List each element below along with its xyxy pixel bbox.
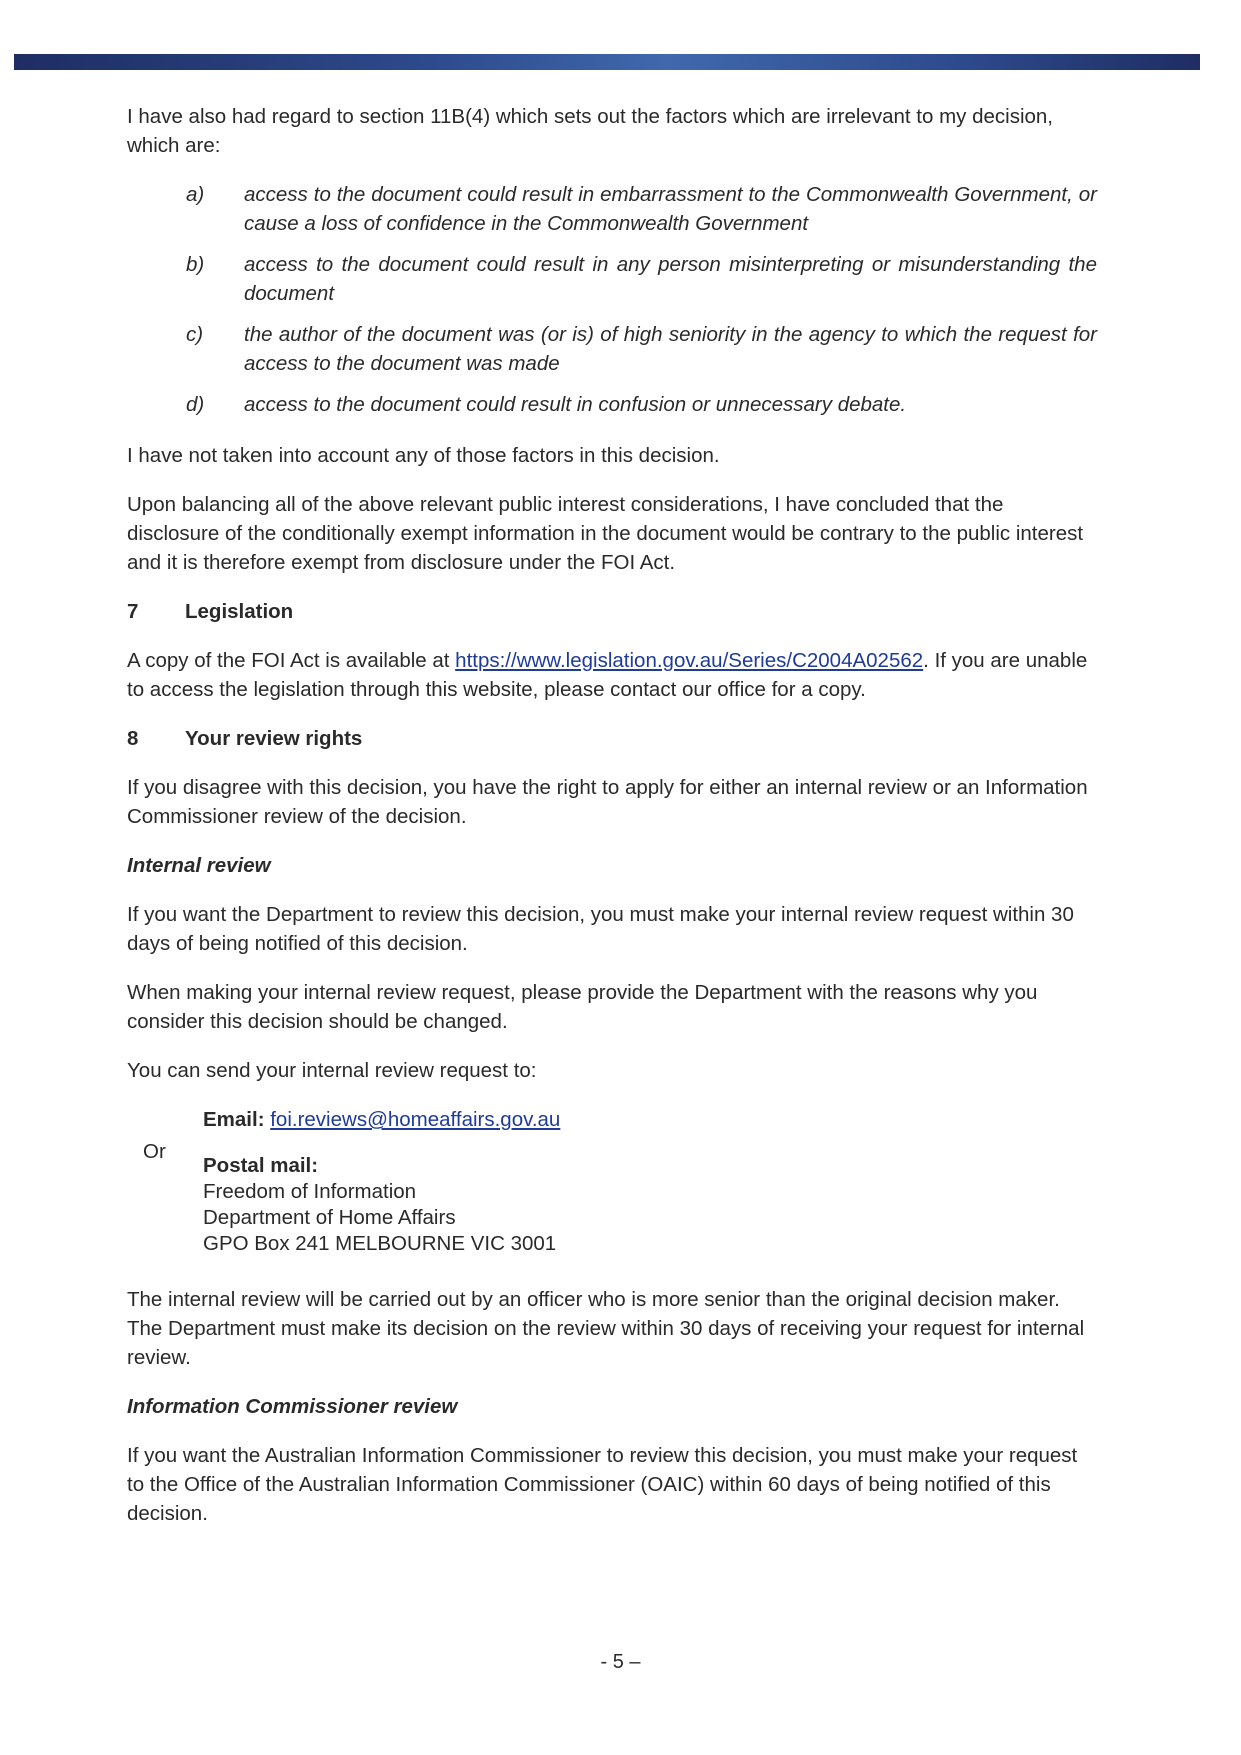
- section-number: 8: [127, 727, 139, 750]
- intro-paragraph: I have also had regard to section 11B(4) which sets out the factors which are irrelevant to my decision, which are:: [127, 105, 1054, 157]
- list-item-label: b): [186, 253, 205, 276]
- list-item-text: access to the document could result in confusion or unnecessary debate.: [244, 393, 907, 416]
- list-item-text: access to the document could result in any person misinterpreting or misunderstanding the document: [244, 253, 1097, 305]
- section-heading-review-rights: [127, 724, 1097, 753]
- legislation-link[interactable]: https://www.legislation.gov.au/Series/C2004A02562: [455, 649, 924, 672]
- internal-review-paragraph: You can send your internal review request to:: [127, 1059, 537, 1082]
- list-item-text: access to the document could result in embarrassment to the Commonwealth Government, or cause a loss of confidence in the Commonwealth Government: [244, 183, 1097, 235]
- postal-label: Postal mail:: [203, 1154, 319, 1177]
- ic-review-paragraph: If you want the Australian Information Commissioner to review this decision, you must make your request to the Office of the Australian Information Commissioner (OAIC) within 60 days of being notified of this decision.: [127, 1444, 1078, 1525]
- ic-review-heading: Information Commissioner review: [127, 1395, 458, 1418]
- or-label: Or: [143, 1140, 166, 1163]
- postal-line: Freedom of Information: [203, 1180, 417, 1203]
- section-title: Legislation: [185, 600, 294, 623]
- postal-line: Department of Home Affairs: [203, 1206, 456, 1229]
- list-item: [127, 250, 1097, 308]
- review-rights-paragraph: If you disagree with this decision, you have the right to apply for either an internal review or an Information Commissioner review of the decision.: [127, 776, 1088, 828]
- list-item-label: d): [186, 393, 205, 416]
- not-taken-paragraph: I have not taken into account any of those factors in this decision.: [127, 444, 720, 467]
- internal-review-paragraph: If you want the Department to review this decision, you must make your internal review request within 30 days of being notified of this decision.: [127, 903, 1074, 955]
- section-title: Your review rights: [185, 727, 363, 750]
- legislation-text: A copy of the FOI Act is available at: [127, 649, 456, 672]
- email-label: Email:: [203, 1108, 265, 1131]
- legislation-paragraph: [127, 646, 1097, 704]
- list-item: [127, 320, 1097, 378]
- postal-line: GPO Box 241 MELBOURNE VIC 3001: [203, 1232, 557, 1255]
- internal-review-paragraph: The internal review will be carried out by an officer who is more senior than the original decision maker. The Department must make its decision on the review within 30 days of receiving your request for internal review.: [127, 1288, 1085, 1369]
- list-item-label: c): [186, 323, 204, 346]
- internal-review-heading: Internal review: [127, 854, 271, 877]
- section-heading-legislation: [127, 597, 1097, 626]
- header-bar: [14, 54, 1200, 70]
- page-body: [127, 102, 1097, 1548]
- balancing-paragraph: Upon balancing all of the above relevant public interest considerations, I have concluded that the disclosure of the conditionally exempt information in the document would be contrary to the public interest and it is therefore exempt from disclosure under the FOI Act.: [127, 493, 1084, 574]
- internal-review-paragraph: When making your internal review request, please provide the Department with the reasons why you consider this decision should be changed.: [127, 981, 1038, 1033]
- list-item-label: a): [186, 183, 205, 206]
- legislation-text-after: . If you are unable to access the legislation through this website, please contact our office for a copy.: [127, 649, 1088, 701]
- contact-details: [127, 1105, 1097, 1265]
- email-link[interactable]: foi.reviews@homeaffairs.gov.au: [270, 1108, 561, 1131]
- list-item: [127, 390, 1097, 419]
- irrelevant-factors-list: [127, 180, 1097, 419]
- contact-block: [203, 1107, 560, 1257]
- list-item-text: the author of the document was (or is) of high seniority in the agency to which the request for access to the document was made: [244, 323, 1097, 375]
- list-item: [127, 180, 1097, 238]
- page-number: - 5 –: [600, 1651, 641, 1673]
- section-number: 7: [127, 600, 139, 623]
